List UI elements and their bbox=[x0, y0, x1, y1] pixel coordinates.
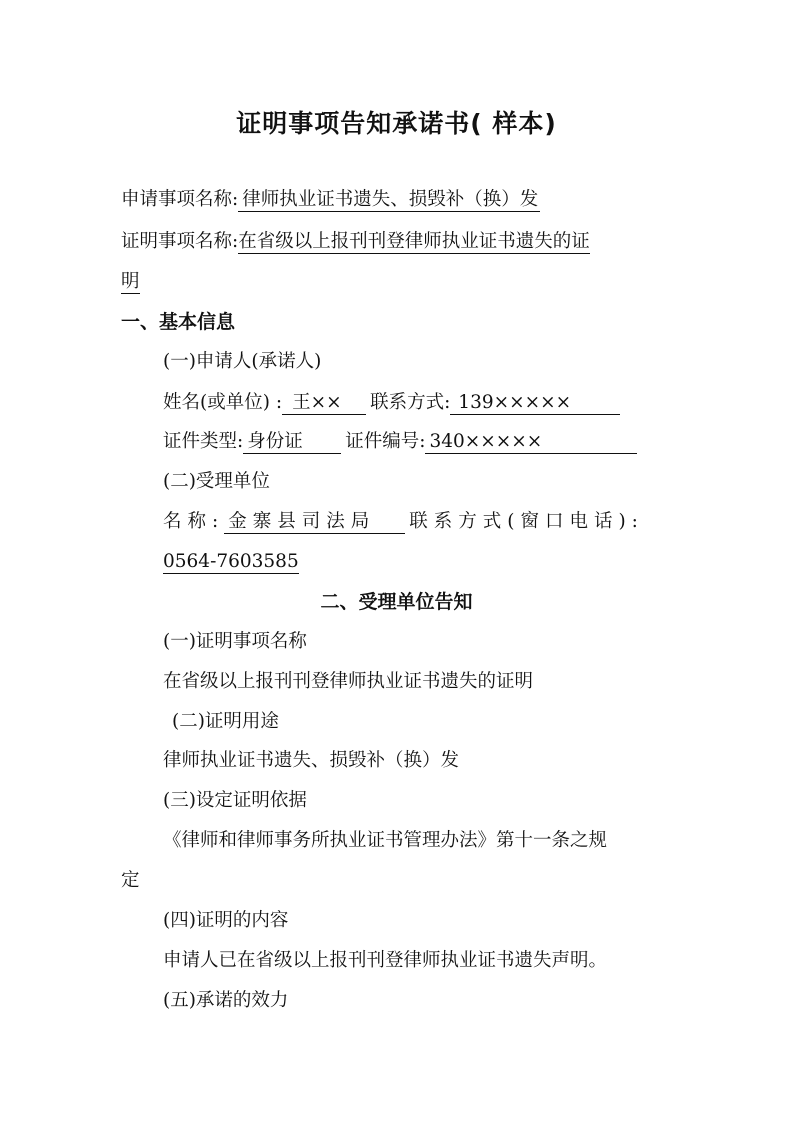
item2-heading: (二)证明用途 bbox=[172, 711, 279, 732]
id-no-label: 证件编号: bbox=[345, 431, 426, 452]
acceptor-phone: 0564-7603585 bbox=[163, 551, 299, 572]
name-value: 王×× bbox=[282, 392, 366, 415]
acceptor-name-label: 名称: bbox=[163, 511, 225, 532]
acceptor-heading: (二)受理单位 bbox=[163, 471, 270, 492]
item1-heading: (一)证明事项名称 bbox=[163, 631, 307, 652]
proof-item-line bbox=[121, 230, 590, 254]
document-title: 证明事项告知承诺书( 样本) bbox=[236, 109, 557, 138]
item1-text: 在省级以上报刊刊登律师执业证书遗失的证明 bbox=[163, 671, 534, 692]
item4-heading: (四)证明的内容 bbox=[163, 910, 289, 931]
acceptor-phone-line bbox=[163, 550, 299, 574]
item5-heading: (五)承诺的效力 bbox=[163, 990, 289, 1011]
apply-item-line bbox=[121, 188, 540, 212]
proof-item-value-line1: 在省级以上报刊刊登律师执业证书遗失的证 bbox=[238, 231, 590, 252]
item2-text: 律师执业证书遗失、损毁补（换）发 bbox=[163, 750, 460, 771]
proof-item-value-line2: 明 bbox=[121, 271, 140, 292]
item3-heading: (三)设定证明依据 bbox=[163, 790, 307, 811]
id-type-label: 证件类型: bbox=[163, 431, 244, 452]
contact-label: 联系方式: bbox=[370, 392, 451, 413]
apply-item-label: 申请事项名称: bbox=[121, 189, 239, 210]
id-line bbox=[163, 430, 637, 454]
item4-text: 申请人已在省级以上报刊刊登律师执业证书遗失声明。 bbox=[163, 950, 608, 971]
item3-text-line2: 定 bbox=[121, 870, 140, 891]
acceptor-name-value: 金寨县司法局 bbox=[224, 511, 405, 534]
id-no-value: 340××××× bbox=[425, 431, 637, 454]
apply-item-value: 律师执业证书遗失、损毁补（换）发 bbox=[238, 189, 540, 212]
acceptor-name-line bbox=[163, 510, 644, 534]
item3-text-line1: 《律师和律师事务所执业证书管理办法》第十一条之规 bbox=[163, 830, 608, 851]
acceptor-contact-label: 联系方式(窗口电话): bbox=[409, 511, 644, 532]
proof-item-line2 bbox=[121, 270, 140, 294]
section2-heading: 二、受理单位告知 bbox=[320, 591, 473, 613]
section1-heading: 一、基本信息 bbox=[121, 311, 236, 333]
applicant-heading: (一)申请人(承诺人) bbox=[163, 351, 322, 372]
contact-value: 139××××× bbox=[450, 392, 620, 415]
name-label: 姓名(或单位) : bbox=[163, 392, 283, 413]
id-type-value: 身份证 bbox=[243, 431, 341, 454]
applicant-name-line bbox=[163, 391, 620, 415]
proof-item-label: 证明事项名称: bbox=[121, 231, 239, 252]
